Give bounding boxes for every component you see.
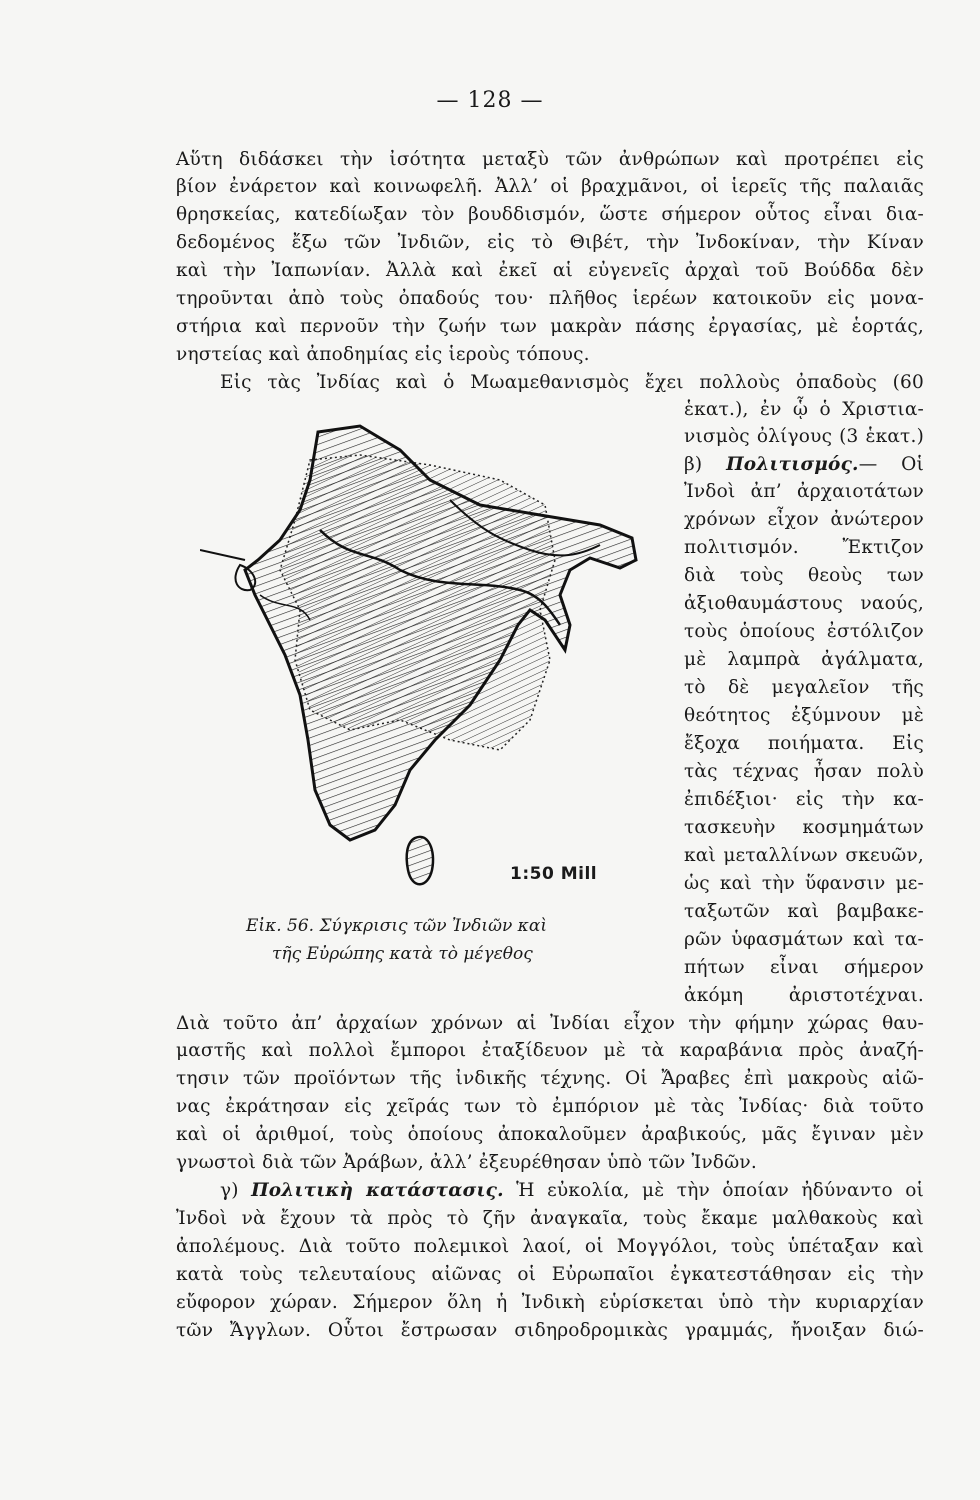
text-line: δεδομένος ἔξω τῶν Ἰνδιῶν, εἰς τὸ Θιβέτ, τὴν Ἰνδοκίναν, τὴν Κίναν: [176, 232, 924, 253]
side-text-line: τασκευὴν κοσμημάτων: [684, 817, 924, 838]
text-line: καὶ τὴν Ἰαπωνίαν. Ἀλλὰ καὶ ἐκεῖ αἱ εὐγενεῖς ἀρχαὶ τοῦ Βούδδα δὲν: [176, 260, 924, 281]
text-line: τῶν Ἄγγλων. Οὗτοι ἔστρωσαν σιδηροδρομικὰς γραμμάς, ἤνοιξαν διώ-: [176, 1320, 924, 1341]
sri-lanka-outline: [407, 837, 433, 884]
heading-c-prefix: γ): [220, 1180, 252, 1201]
heading-c-after: Ἡ εὐκολία, μὲ τὴν ὁποίαν ἠδύναντο οἱ: [503, 1180, 924, 1201]
side-text-line: τοὺς ὁποίους ἐστόλιζον: [684, 621, 924, 642]
side-text-line: ἐπιδέξιοι· εἰς τὴν κα-: [684, 789, 924, 810]
side-text-line: χρόνων εἶχον ἀνώτερον: [684, 509, 924, 530]
text-line: Διὰ τοῦτο ἀπ’ ἀρχαίων χρόνων αἱ Ἰνδίαι εἶχον τὴν φήμην χώρας θαυ-: [176, 1013, 924, 1034]
heading-politiki: Πολιτικὴ κατάστασις.: [251, 1180, 504, 1201]
side-text-line: νισμὸς ὀλίγους (3 ἑκατ.): [684, 426, 924, 447]
heading-politismos: Πολιτισμός.: [726, 454, 859, 475]
text-line: θρησκείας, κατεδίωξαν τὸν βουδδισμόν, ὥστε σήμερον οὗτος εἶναι δια-: [176, 204, 924, 225]
figure-caption-line: Εἰκ. 56. Σύγκρισις τῶν Ἰνδιῶν καὶ: [246, 916, 547, 936]
side-text-line: διὰ τοὺς θεοὺς των: [684, 565, 924, 586]
side-text-line: θεότητος ἐξύμνουν μὲ: [684, 705, 924, 726]
side-text-line: ὡς καὶ τὴν ὕφανσιν με-: [684, 873, 924, 894]
heading-c-line: [220, 1179, 924, 1203]
text-line: βίον ἐνάρετον καὶ κοινωφελῆ. Ἀλλ’ οἱ βραχμᾶνοι, οἱ ἱερεῖς τῆς παλαιᾶς: [176, 176, 924, 197]
text-line: εὔφορον χώραν. Σήμερον ὅλη ἡ Ἰνδικὴ εὑρίσκεται ὑπὸ τὴν κυριαρχίαν: [176, 1292, 924, 1313]
side-text-line: ρῶν ὑφασμάτων καὶ τα-: [684, 929, 924, 950]
side-text-line: ταξωτῶν καὶ βαμβακε-: [684, 901, 924, 922]
text-line: νας ἐκράτησαν εἰς χεῖράς των τὸ ἐμπόριον μὲ τὰς Ἰνδίας· διὰ τοῦτο: [176, 1096, 924, 1117]
text-line: στήρια καὶ περνοῦν τὴν ζωήν των μακρὰν πάσης ἐργασίας, μὲ ἑορτάς,: [176, 316, 924, 337]
text-line: τηροῦνται ἀπὸ τοὺς ὀπαδούς του· πλῆθος ἱερέων κατοικοῦν εἰς μονα-: [176, 288, 924, 309]
side-text-line: τὰς τέχνας ἦσαν πολὺ: [684, 761, 924, 782]
text-line: νηστείας καὶ ἀποδημίας εἰς ἱεροὺς τόπους.: [176, 344, 590, 365]
text-line: κατὰ τοὺς τελευταίους αἰῶνας οἱ Εὐρωπαῖοι ἐγκατεστάθησαν εἰς τὴν: [176, 1264, 924, 1285]
side-text-line: ἑκατ.), ἐν ᾧ ὁ Χριστια-: [684, 399, 924, 420]
side-heading-after: — Οἱ: [858, 454, 924, 475]
text-line: Εἰς τὰς Ἰνδίας καὶ ὁ Μωαμεθανισμὸς ἔχει πολλοὺς ὀπαδοὺς (60: [220, 372, 924, 393]
text-line: Ἰνδοὶ νὰ ἔχουν τὰ πρὸς τὸ ζῆν ἀναγκαῖα, τοὺς ἔκαμε μαλθακοὺς καὶ: [176, 1208, 924, 1229]
text-line: γνωστοὶ διὰ τῶν Ἀράβων, ἀλλ’ ἐξευρέθησαν ὑπὸ τῶν Ἰνδῶν.: [176, 1152, 757, 1173]
side-text-line: πήτων εἶναι σήμερον: [684, 957, 924, 978]
side-text-line: μὲ λαμπρὰ ἀγάλματα,: [684, 649, 924, 670]
page-number: — 128 —: [436, 88, 544, 113]
coast-line: [200, 550, 245, 560]
map-scale: 1:50 Mill: [510, 864, 598, 884]
side-text-line: πολιτισμόν. Ἔκτιζον: [684, 537, 924, 558]
side-text-line: Ἰνδοὶ ἀπ’ ἀρχαιοτάτων: [684, 481, 924, 502]
text-line: τησιν τῶν προϊόντων τῆς ἰνδικῆς τέχνης. Οἱ Ἄραβες ἐπὶ μακροὺς αἰῶ-: [176, 1068, 924, 1089]
side-text-line: ἔξοχα ποιήματα. Εἰς: [684, 733, 924, 754]
figure-caption-line: τῆς Εὐρώπης κατὰ τὸ μέγεθος: [272, 944, 533, 964]
text-line: Αὕτη διδάσκει τὴν ἰσότητα μεταξὺ τῶν ἀνθρώπων καὶ προτρέπει εἰς: [176, 149, 924, 170]
india-europe-map: [200, 420, 645, 910]
text-line: ἀπολέμους. Διὰ τοῦτο πολεμικοὶ λαοί, οἱ Μογγόλοι, τοὺς ὑπέταξαν καὶ: [176, 1236, 924, 1257]
text-line: μαστῆς καὶ πολλοὶ ἔμποροι ἐταξίδευον μὲ τὰ καραβάνια πρὸς ἀναζή-: [176, 1040, 924, 1061]
side-text-line: τὸ δὲ μεγαλεῖον τῆς: [684, 677, 924, 698]
side-text-line: ἀκόμη ἀριστοτέχναι.: [684, 985, 924, 1006]
side-text-line: ἀξιοθαυμάστους ναούς,: [684, 593, 924, 614]
side-heading-prefix: β): [684, 454, 727, 475]
text-line: καὶ οἱ ἀριθμοί, τοὺς ὁποίους ἀποκαλοῦμεν ἀραβικούς, μᾶς ἔγιναν μὲν: [176, 1124, 924, 1145]
side-heading-line: [684, 453, 924, 477]
side-text-line: καὶ μεταλλίνων σκευῶν,: [684, 845, 924, 866]
